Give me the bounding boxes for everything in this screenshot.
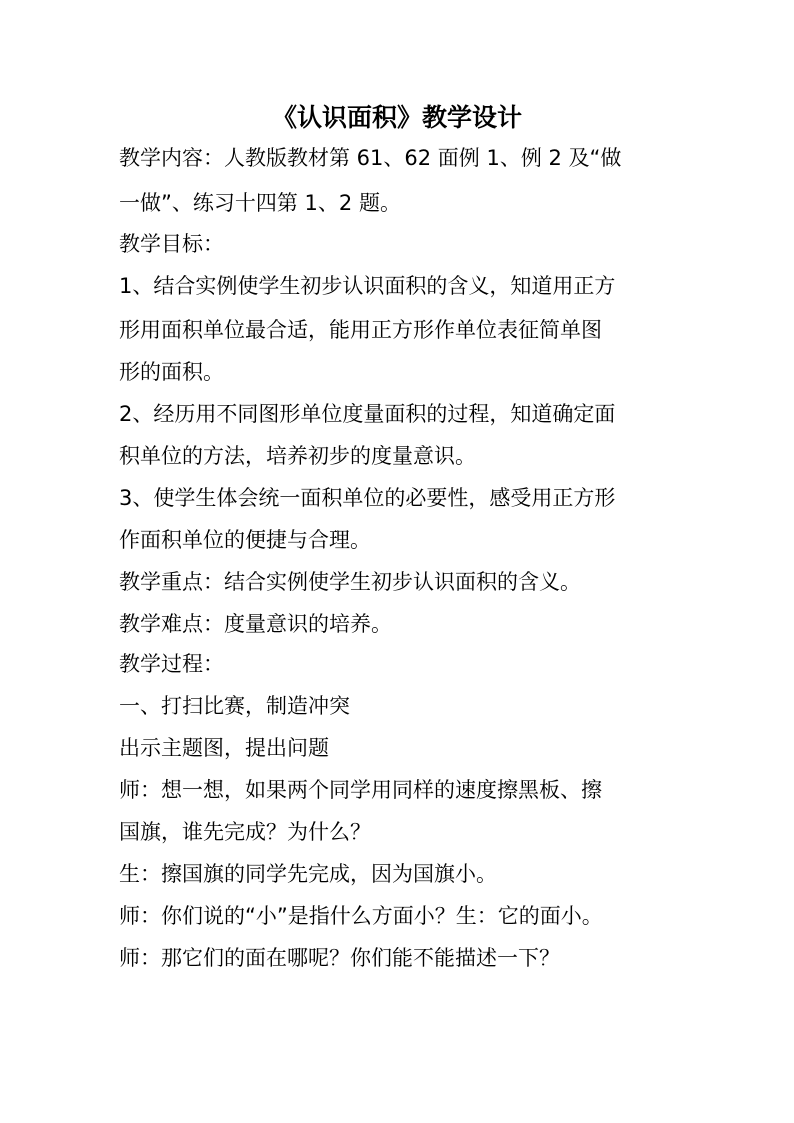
content-line-objective-2b: 积单位的方法，培养初步的度量意识。 <box>119 444 476 468</box>
content-line-objective-2a: 2、经历用不同图形单位度量面积的过程，知道确定面 <box>119 402 616 426</box>
content-line-section-1: 一、打扫比赛，制造冲突 <box>119 694 350 718</box>
content-line-objective-3b: 作面积单位的便捷与合理。 <box>119 528 371 552</box>
content-line-difficulty: 教学难点：度量意识的培养。 <box>119 612 392 636</box>
content-line-process-heading: 教学过程： <box>119 652 224 676</box>
content-line-objectives-heading: 教学目标： <box>119 232 224 256</box>
document-title: 《认识面积》教学设计 <box>271 103 522 132</box>
content-line-objective-3a: 3、使学生体会统一面积单位的必要性，感受用正方形 <box>119 486 616 510</box>
content-line-objective-1a: 1、结合实例使学生初步认识面积的含义，知道用正方 <box>119 274 616 298</box>
content-line-show-theme: 出示主题图，提出问题 <box>119 736 329 760</box>
content-line-student-1: 生：擦国旗的同学先完成，因为国旗小。 <box>119 862 497 886</box>
content-line-teaching-content-2: 一做”、练习十四第 1、2 题。 <box>119 191 401 215</box>
content-line-teaching-content-1: 教学内容：人教版教材第 61、62 面例 1、例 2 及“做 <box>119 146 622 170</box>
content-line-teacher-1b: 国旗，谁先完成？为什么？ <box>119 820 371 844</box>
content-line-teacher-3: 师：那它们的面在哪呢？你们能不能描述一下？ <box>119 946 560 970</box>
content-line-teacher-1a: 师：想一想，如果两个同学用同样的速度擦黑板、擦 <box>119 778 602 802</box>
content-line-key-point: 教学重点：结合实例使学生初步认识面积的含义。 <box>119 570 581 594</box>
content-line-objective-1c: 形的面积。 <box>119 360 224 384</box>
content-line-teacher-2: 师：你们说的“小”是指什么方面小？生：它的面小。 <box>119 904 603 928</box>
content-line-objective-1b: 形用面积单位最合适，能用正方形作单位表征简单图 <box>119 318 602 342</box>
